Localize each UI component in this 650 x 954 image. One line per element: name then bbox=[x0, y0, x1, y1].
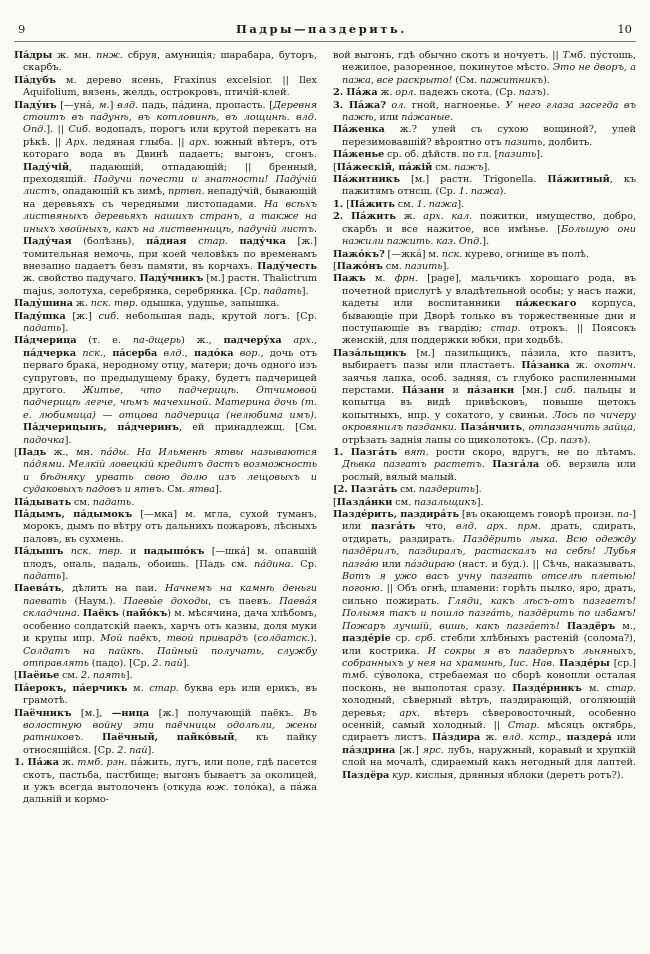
entry-number: [2. bbox=[333, 484, 351, 496]
running-title: Падры—паздерить. bbox=[235, 22, 407, 36]
dictionary-entry: [Пазда́нки см. пазальщикъ]. bbox=[333, 496, 484, 508]
dictionary-entry: Паёчникъ [м.], —ница [ж.] получающiй паёкъ. Въ волостную войну эти паёчницы одолѣли, жены ратниковъ. Паёчный, пайко́вый, къ пайку относящiйся. [Ср. 2. пай]. bbox=[14, 707, 317, 756]
entry-number: 2. bbox=[333, 211, 352, 223]
dictionary-entry: 1. Па́жа ж. тмб. рзн. па́жить, лугъ, или поле, гдѣ пасется скотъ, пастьба, пастбище; выгонъ бываетъ за околицей, и ужъ всегда вытолоченъ (откуда юж. толо́ка), а па́жа дальнiй и кормо- bbox=[14, 757, 317, 806]
entry-number: 3. bbox=[333, 99, 349, 111]
dictionary-entry: вой выгонъ, гдѣ обычно скотъ и ночуетъ. || Тмб. пу́стошь, нежилое, разоренное, покинутое мѣсто. Это не дворъ, а пажа, все раскрыто! (См. пажитникъ). bbox=[333, 50, 636, 86]
dictionary-entry: Па́дубъ м. дерево ясень, Fraxinus excelsior. || Ilex Aquifolium, вязень, желдь, острокровъ, птичiй-клей. bbox=[14, 74, 317, 99]
dictionary-entry: Паза́льщикъ [м.] пазильщикъ, па́зила, кто пазитъ, выбираетъ пазы или пластаетъ. Па́занка ж. охотнч. заячья лапка, особ. задняя, съ глубоко распиленными перстами. Па́зани и па́занки [мн.] сиб. пальцы и копытца въ видѣ привѣсковъ, повыше щетокъ копытныхъ, нпр. у сохатого, у свиньи. Лось по чичеру окровянилъ пазданки. Паза́нчить, отпазанчить зайца, отрѣзать заднiя лапы со щиколотокъ. (Ср. пазъ). bbox=[333, 347, 636, 446]
dictionary-entry: [Па́жескiй, па́жiй см. пажъ]. bbox=[333, 161, 491, 173]
left-page-number: 9 bbox=[18, 22, 26, 36]
dictionary-entry: Паду́нъ [—уна́, м.] влд. падь, па́дина, пропасть. [Деревня стоитъ въ падунѣ, въ котловинѣ, въ лощинѣ. влд. Опд.]. || Сиб. водопадъ, порогъ или крутой перекатъ на рѣкѣ. || Арх. ледяная глыба. || арх. южный вѣтеръ, отъ котораго вода въ Двинѣ падаетъ; выгонъ, сгонъ. Паду́чiй, падающiй, отпадающiй; || бренный, преходящiй. Падучи почести и знатности! Паду́чiй листъ, опадающiй къ зимѣ, пртвп. непаду́чiй, бывающiй на деревьяхъ съ чередными листопадами. На всѣхъ листвяныхъ деревьяхъ нашихъ странъ, а также на иныхъ хвойныхъ, какъ на лиственницѣ, падучiй листъ. Паду́чая (болѣзнь), па́дная стар. паду́чка [ж.] томительная немочь, при коей человѣкъ по временамъ внезапно падаетъ безъ памяти, въ корчахъ. Паду́честь ж. свойство падучаго. Паду́чникъ [м.] растн. Thalictrum majus, золотуха, серебрянка, серебрянка. [Ср. падать]. bbox=[14, 99, 317, 297]
dictionary-entry: Па́дывать см. падать. bbox=[14, 496, 135, 508]
entry-number: 1. bbox=[333, 198, 347, 210]
column-left bbox=[14, 50, 317, 946]
dictionary-entry: [2. Пазга́ть см. паздерить]. bbox=[333, 484, 482, 496]
dictionary-entry: 1. Пазга́ть вят. рости скоро, вдругъ, не по лѣтамъ. Дѣвка пазгатъ растетъ. Пазга́ла об. верзила или рослый, вялый малый. bbox=[333, 447, 636, 483]
entry-number: 1. bbox=[14, 757, 28, 769]
dictionary-entry: Па́ерокъ, па́ерчикъ м. стар. буква ерь или ерикъ, въ грамотѣ. bbox=[14, 682, 317, 707]
dictionary-entry: Пажо́къ? [—жка́] м. пск. курево, огнище въ полѣ. bbox=[333, 248, 589, 260]
dictionary-entry: Па́дымъ, па́дымокъ [—мка] м. мгла, сухой туманъ, морокъ, дымъ по вѣтру отъ дальнихъ пожаровъ, лѣсныхъ паловъ, въ сухмень. bbox=[14, 509, 317, 545]
text-columns bbox=[14, 50, 636, 946]
dictionary-entry: Па́дышъ пск. твр. и падышо́къ [—шка́] м. опавшiй плодъ, опаль, падаль, обоишь. [Падь см. па́дина. Ср. падать]. bbox=[14, 546, 317, 583]
dictionary-entry: Па́дры ж. мн. пнж. сбруя, амуницiя; шарабара, буторъ, скарбъ. bbox=[14, 50, 317, 74]
dictionary-entry: Паду́шина ж. пск. твр. одышка, удушье, запышка. bbox=[14, 298, 280, 310]
dictionary-entry: Па́женье ср. об. дѣйств. по гл. [пазить]. bbox=[333, 149, 544, 161]
dictionary-entry: Па́дчерица (т. е. па-дщерь) ж., падчеру́ха арх., па́дчерка пск., па́серба влд., падо́ка вор., дочь отъ перваго брака, неродному отцу, матери; дочь одного изъ супруговъ, по предыдущему браку, будетъ падчерицей другого. Житье, что падчерицѣ. Отчимовой падчерицѣ легче, чѣмъ мачехиной. Материна дочь (т. е. любимица) — отцова падчерица (нелюбима имъ). Па́дчерицынъ, па́дчеринъ, ей принадлежщ. [См. падочка]. bbox=[14, 335, 317, 446]
dictionary-entry: Паду́шка [ж.] сиб. небольшая падь, крутой логъ. [Ср. падать]. bbox=[14, 310, 317, 334]
dictionary-entry: Па́житникъ [м.] растн. Trigonella. Па́житный, къ пажитямъ отнсщ. (Ср. 1. пажа). bbox=[333, 174, 636, 198]
dictionary-entry: Пажъ м. фрн. [page], мальчикъ хорошаго рода, въ почетной прислугѣ у владѣтельной особы; у насъ пажи, кадеты или воспитанники па́жескаго корпуса, бывающiе при Дворѣ только въ торжественные дни и поступающiе въ гвардiю; стар. отрокъ. || Поясокъ женскiй, для поддержки юбки, при ходьбѣ. bbox=[333, 273, 636, 347]
dictionary-entry: [Падь ж., мн. па́ды. На Ильменѣ ятвы называются па́дями. Мелкiй ловецкiй кредитъ дастъ возможность и бѣдняку урвать свою долю изъ лещовыхъ и судаковыхъ падовъ и ятвъ. См. ятва]. bbox=[14, 447, 317, 496]
dictionary-entry: Пазде́рить, паздира́ть [въ окающемъ говорѣ произн. па-] или пазга́ть что, влд. арх. прм. драть, сдирать, отдирать, раздирать. Паздёрить лыка. Всю одежду паздёрилъ, паздиралъ, растаскалъ на себѣ! Лубья пазга́ю или па́здираю (наст. и буд.). || Сѣчь, наказывать. Вотъ я ужо васъ учну пазгать отселѣ плетью! погоню. || Объ огнѣ, пламени: горѣть пылко, яро, драть, сильно пожирать. Гляди, какъ лѣсъ-отъ пазгаетъ! Полымя такъ и пошло пазга́ть, паздёрить по избамъ! Пожаръ лучшiй, вишь, какъ пазга́етъ! Паздёръ м., пазде́рiе ср. срб. стебли хлѣбныхъ растенiй (солома?), или кострика. И сокры я въ паздерѣхъ льняныхъ, собранныхъ у нея на храминѣ, Іис. Нав. Пазде́ры [ср.] тмб. су́волока, стребаемая по сборѣ конопли осталая посконь, не выполотая сразу. Пазде́рникъ м. стар. холодный, сѣверный вѣтръ, паздирающiй, оголяющiй деревья; арх. вѣтеръ сѣверовосточный, особенно осеннiй, самый холодный. || Стар. мѣсяцъ октябрь, сдираетъ листъ. Па́здира ж. влд. кстр., паздера́ или па́здрина [ж.] ярс. лубъ, наружный, коравый и хрупкiй слой на мочалѣ, сдираемый какъ негодный для лаптей. Паздёра кур. кислыя, дрянныя яблоки (деретъ ротъ?). bbox=[333, 509, 636, 781]
dictionary-entry: Паева́ть, дѣлить на паи. Начнемъ на камнѣ деньги паевать (Наум.). Паевы́е доходы, съ паевъ. Паева́я складчина. Паёкъ (пайо́къ) м. мѣсячина, дача хлѣбомъ, особенно солдатскiй паекъ, харчъ отъ казны, доля муки и крупы ипр. Мой паёкъ, твой привардъ (солдатск.). Солдатъ на пайкѣ. Пайный получать, службу отправлять (падо). [Ср. 2. пай]. bbox=[14, 583, 317, 669]
dictionary-entry: 2. Па́жа ж. орл. падежъ скота. (Ср. пазъ). bbox=[333, 87, 550, 99]
entry-number: 2. bbox=[333, 87, 347, 99]
dictionary-entry: 3. Па́жа? ол. гной, нагноенье. У него глаза засегда въ пажѣ, или па́жаные. bbox=[333, 99, 636, 124]
dictionary-entry: 2. Па́жить ж. арх. кал. пожитки, имущество, добро, скарбъ и все нажитое, все имѣнье. [Большую они нажили пажить. каз. Опд.]. bbox=[333, 211, 636, 248]
right-page-number: 10 bbox=[617, 22, 632, 36]
column-right bbox=[333, 50, 636, 946]
dictionary-entry: 1. [Па́жить см. 1. пажа]. bbox=[333, 198, 465, 210]
dictionary-entry: [Пажо́нъ см. пазить]. bbox=[333, 260, 450, 272]
page-header bbox=[14, 22, 636, 42]
dictionary-entry: Па́женка ж.? улей съ сухою вощиной?, улей перезимовавшiй? вѣроятно отъ пазить, долбить. bbox=[333, 124, 636, 148]
dictionary-entry: [Паёнье см. 2. паять]. bbox=[14, 670, 133, 682]
entry-number: 1. bbox=[333, 447, 351, 458]
